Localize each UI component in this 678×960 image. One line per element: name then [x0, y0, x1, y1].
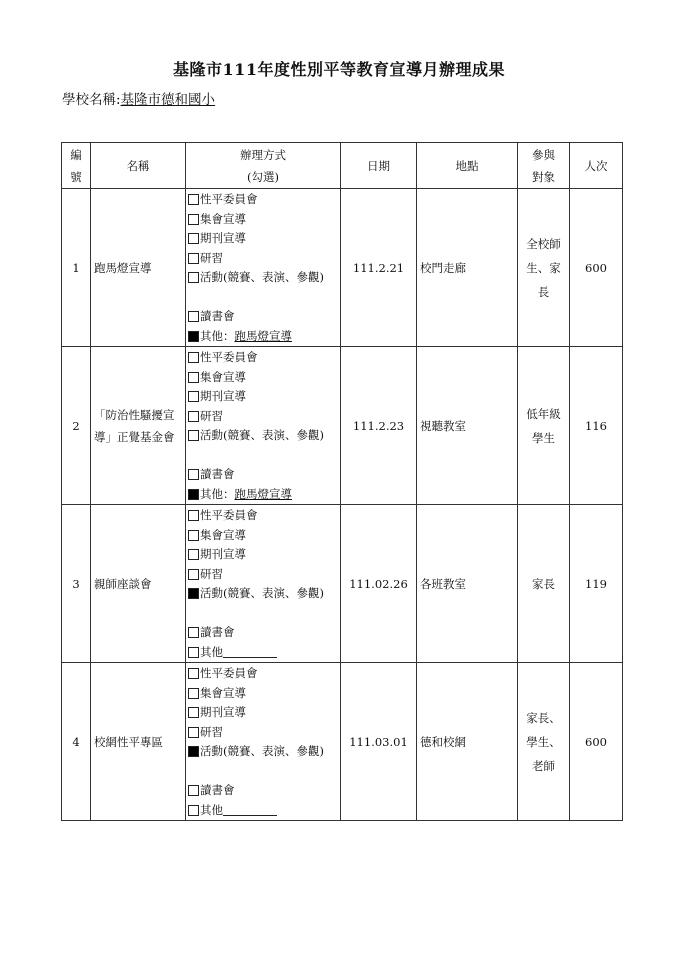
method-option: [188, 801, 340, 821]
method-option: [188, 506, 340, 526]
activity-date: 111.03.01: [341, 663, 417, 821]
unchecked-box-icon: [188, 214, 199, 225]
method-option-label: 活動(競賽、表演、參觀): [200, 270, 324, 284]
unchecked-box-icon: [188, 510, 199, 521]
other-method-value: 跑馬燈宣導: [234, 328, 292, 343]
table-row: [62, 663, 623, 821]
method-option: [188, 584, 340, 623]
method-option-label: 性平委員會: [200, 508, 258, 522]
table-row: [62, 347, 623, 505]
header-target: 參與對象: [518, 143, 570, 189]
unchecked-box-icon: [188, 272, 199, 283]
header-name: 名稱: [91, 143, 186, 189]
row-number: 4: [62, 663, 91, 821]
method-option: [188, 703, 340, 723]
method-option-label: 其他: [200, 802, 223, 817]
method-option-label: 研習: [200, 250, 223, 265]
method-option-label: 活動(競賽、表演、參觀): [200, 586, 324, 600]
participant-target: 家長: [518, 505, 570, 663]
method-option: [188, 643, 340, 663]
method-option-label: 其他：: [200, 486, 235, 501]
participant-target: 家長、學生、老師: [518, 663, 570, 821]
unchecked-box-icon: [188, 688, 199, 699]
table-header-row: [62, 143, 623, 189]
method-options: [186, 189, 341, 347]
unchecked-box-icon: [188, 391, 199, 402]
row-number: 3: [62, 505, 91, 663]
activity-place: 各班教室: [417, 505, 518, 663]
unchecked-box-icon: [188, 647, 199, 658]
unchecked-box-icon: [188, 194, 199, 205]
unchecked-box-icon: [188, 411, 199, 422]
unchecked-box-icon: [188, 805, 199, 816]
activity-name: 親師座談會: [91, 505, 186, 663]
method-option: [188, 465, 340, 485]
participant-count: 600: [570, 663, 623, 821]
method-option: [188, 249, 340, 269]
checked-box-icon: [188, 588, 199, 599]
method-option-label: 讀書會: [200, 467, 235, 481]
unchecked-box-icon: [188, 469, 199, 480]
header-count: 人次: [570, 143, 623, 189]
method-option: [188, 190, 340, 210]
method-option: [188, 485, 340, 505]
unchecked-box-icon: [188, 668, 199, 679]
school-name-value: 基隆市德和國小: [120, 92, 216, 108]
method-option-label: 活動(競賽、表演、參觀): [200, 428, 324, 442]
other-method-value: 跑馬燈宣導: [234, 486, 292, 501]
unchecked-box-icon: [188, 727, 199, 738]
activity-date: 111.02.26: [341, 505, 417, 663]
blank-underline: [223, 801, 277, 816]
row-number: 2: [62, 347, 91, 505]
unchecked-box-icon: [188, 530, 199, 541]
header-method: 辦理方式 (勾選): [186, 143, 341, 189]
method-option-label: 讀書會: [200, 625, 235, 639]
activity-name: 校網性平專區: [91, 663, 186, 821]
unchecked-box-icon: [188, 253, 199, 264]
table-body: [62, 189, 623, 821]
method-options: [186, 505, 341, 663]
activity-place: 校門走廊: [417, 189, 518, 347]
activity-date: 111.2.21: [341, 189, 417, 347]
method-option: [188, 268, 340, 307]
unchecked-box-icon: [188, 569, 199, 580]
method-option-label: 性平委員會: [200, 666, 258, 680]
method-option-label: 期刊宣導: [200, 231, 246, 245]
method-option: [188, 407, 340, 427]
method-option: [188, 623, 340, 643]
unchecked-box-icon: [188, 311, 199, 322]
method-option-label: 其他：: [200, 328, 235, 343]
header-place: 地點: [417, 143, 518, 189]
method-option: [188, 229, 340, 249]
unchecked-box-icon: [188, 233, 199, 244]
method-option-label: 讀書會: [200, 783, 235, 797]
method-option-label: 期刊宣導: [200, 389, 246, 403]
method-option-label: 性平委員會: [200, 192, 258, 206]
method-option-label: 其他: [200, 644, 223, 659]
method-options: [186, 347, 341, 505]
header-date: 日期: [341, 143, 417, 189]
participant-target: 低年級學生: [518, 347, 570, 505]
method-option-label: 研習: [200, 566, 223, 581]
method-option-label: 期刊宣導: [200, 547, 246, 561]
unchecked-box-icon: [188, 627, 199, 638]
method-option: [188, 387, 340, 407]
table-row: [62, 189, 623, 347]
method-option: [188, 368, 340, 388]
method-option: [188, 684, 340, 704]
method-option: [188, 426, 340, 465]
method-option: [188, 664, 340, 684]
unchecked-box-icon: [188, 430, 199, 441]
method-option-label: 集會宣導: [200, 685, 246, 700]
method-option: [188, 210, 340, 230]
row-number: 1: [62, 189, 91, 347]
checked-box-icon: [188, 331, 199, 342]
participant-count: 116: [570, 347, 623, 505]
checked-box-icon: [188, 489, 199, 500]
method-option: [188, 307, 340, 327]
activity-name: 跑馬燈宣導: [91, 189, 186, 347]
activity-date: 111.2.23: [341, 347, 417, 505]
method-option-label: 集會宣導: [200, 527, 246, 542]
activity-name: 「防治性騷擾宣導」正覺基金會: [91, 347, 186, 505]
method-option-label: 性平委員會: [200, 350, 258, 364]
method-option-label: 讀書會: [200, 309, 235, 323]
participant-target: 全校師生、家長: [518, 189, 570, 347]
participant-count: 600: [570, 189, 623, 347]
method-option-label: 活動(競賽、表演、參觀): [200, 744, 324, 758]
table-row: [62, 505, 623, 663]
document-title: 基隆市111年度性別平等教育宣導月辦理成果: [173, 60, 505, 79]
method-option-label: 集會宣導: [200, 211, 246, 226]
method-option: [188, 723, 340, 743]
method-option: [188, 545, 340, 565]
method-option: [188, 526, 340, 546]
method-option: [188, 781, 340, 801]
blank-underline: [223, 643, 277, 658]
method-option-label: 期刊宣導: [200, 705, 246, 719]
method-option-label: 集會宣導: [200, 369, 246, 384]
unchecked-box-icon: [188, 549, 199, 560]
school-name-line: [62, 88, 215, 108]
method-option: [188, 327, 340, 347]
activity-place: 德和校網: [417, 663, 518, 821]
unchecked-box-icon: [188, 785, 199, 796]
participant-count: 119: [570, 505, 623, 663]
activity-place: 視聽教室: [417, 347, 518, 505]
unchecked-box-icon: [188, 372, 199, 383]
method-option: [188, 742, 340, 781]
header-num: 編號: [62, 143, 91, 189]
method-option: [188, 565, 340, 585]
unchecked-box-icon: [188, 707, 199, 718]
method-option: [188, 348, 340, 368]
method-options: [186, 663, 341, 821]
method-option-label: 研習: [200, 724, 223, 739]
school-name-label: 學校名稱:: [62, 92, 121, 108]
checked-box-icon: [188, 746, 199, 757]
results-table: [61, 142, 623, 821]
unchecked-box-icon: [188, 352, 199, 363]
method-option-label: 研習: [200, 408, 223, 423]
